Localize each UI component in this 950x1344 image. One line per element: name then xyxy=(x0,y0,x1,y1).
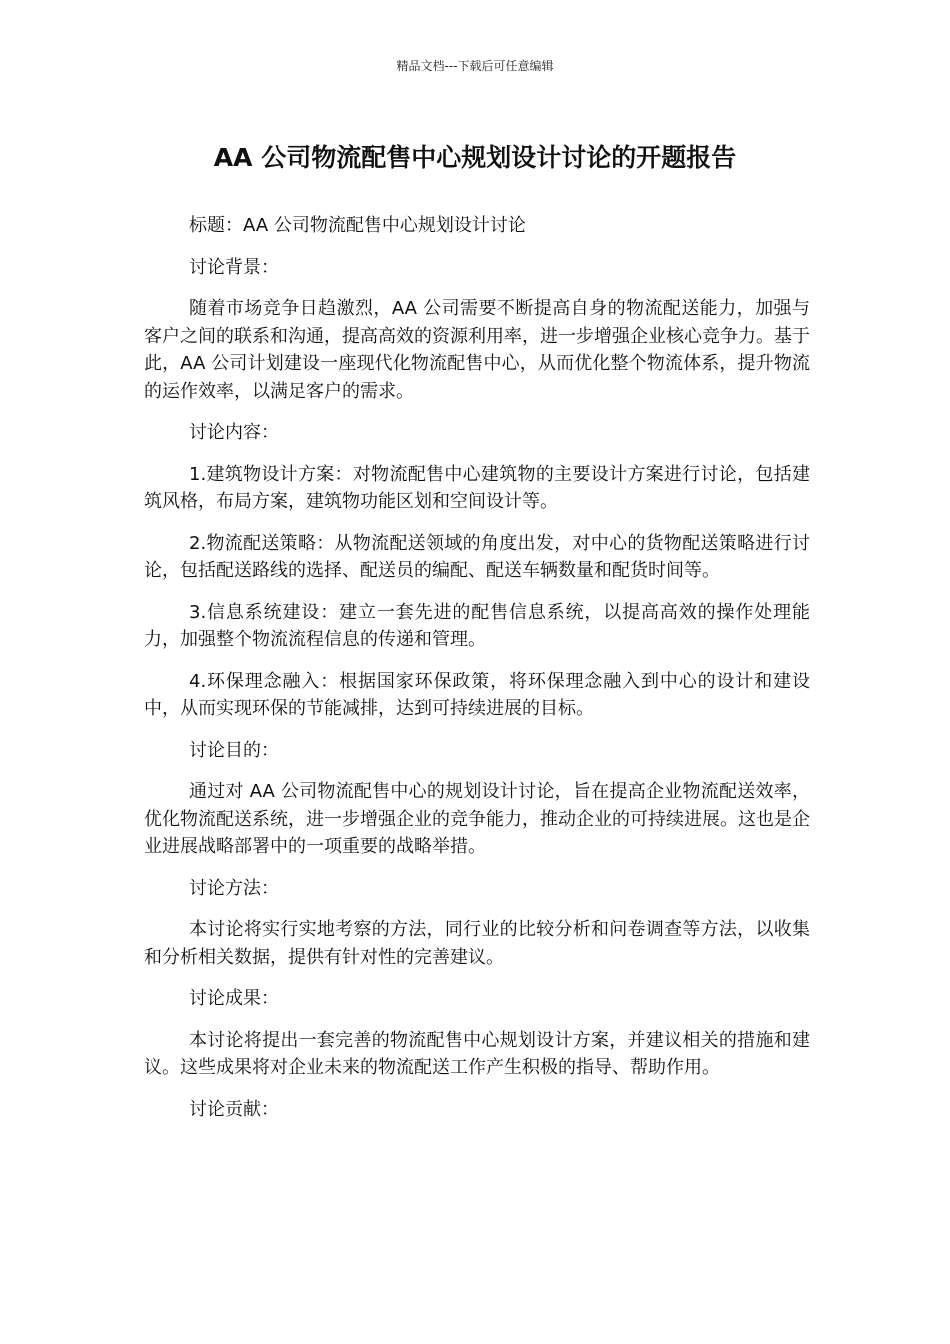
paragraph-results: 本讨论将提出一套完善的物流配售中心规划设计方案，并建议相关的措施和建议。这些成果将对企业未来的物流配送工作产生积极的指导、帮助作用。 xyxy=(144,1029,810,1078)
paragraph-content-1: 1.建筑物设计方案：对物流配售中心建筑物的主要设计方案进行讨论，包括建筑风格，布局方案，建筑物功能区划和空间设计等。 xyxy=(144,463,810,512)
document-body xyxy=(144,212,810,1137)
heading-purpose: 讨论目的： xyxy=(189,739,279,761)
heading-method: 讨论方法： xyxy=(189,877,279,899)
heading-content: 讨论内容： xyxy=(189,422,279,443)
heading-results: 讨论成果： xyxy=(189,988,279,1009)
paragraph-background: 随着市场竞争日趋激烈，AA 公司需要不断提高自身的物流配送能力，加强与客户之间的联系和沟通，提高高效的资源利用率，进一步增强企业核心竞争力。基于此，AA 公司计划建设一座现代化物流配售中心，从而优化整个物流体系，提升物流的运作效率，以满足客户的需求。 xyxy=(144,298,810,402)
paragraph-content-4: 4.环保理念融入：根据国家环保政策，将环保理念融入到中心的设计和建设中，从而实现环保的节能减排，达到可持续进展的目标。 xyxy=(144,670,810,719)
paragraph-purpose: 通过对 AA 公司物流配售中心的规划设计讨论，旨在提高企业物流配送效率，优化物流配送系统，进一步增强企业的竞争能力，推动企业的可持续进展。这也是企业进展战略部署中的一项重要的战略举措。 xyxy=(144,781,810,857)
document-title: AA 公司物流配售中心规划设计讨论的开题报告 xyxy=(213,143,737,172)
page-header: 精品文档---下载后可任意编辑 xyxy=(396,59,554,73)
paragraph-subject: 标题：AA 公司物流配售中心规划设计讨论 xyxy=(189,215,526,236)
heading-background: 讨论背景： xyxy=(189,256,279,278)
heading-contribution: 讨论贡献： xyxy=(189,1098,279,1120)
paragraph-content-2: 2.物流配送策略：从物流配送领域的角度出发，对中心的货物配送策略进行讨论，包括配送路线的选择、配送员的编配、配送车辆数量和配货时间等。 xyxy=(144,532,810,581)
paragraph-method: 本讨论将实行实地考察的方法，同行业的比较分析和问卷调查等方法，以收集和分析相关数据，提供有针对性的完善建议。 xyxy=(144,919,810,968)
paragraph-content-3: 3.信息系统建设：建立一套先进的配售信息系统，以提高高效的操作处理能力，加强整个物流流程信息的传递和管理。 xyxy=(144,601,810,650)
